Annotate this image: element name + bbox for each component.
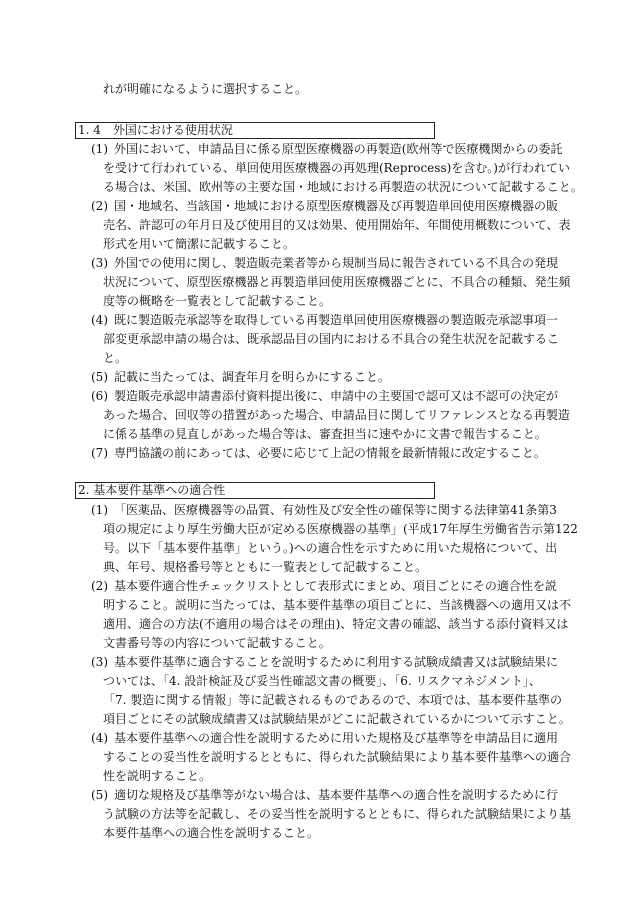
item-number: (4) [91, 731, 108, 745]
item-text: に係る基準の見直しがあった場合等は、審査担当に速やかに文書で報告すること。 [103, 427, 547, 441]
item-text: 基本要件基準への適合性を説明するために用いた規格及び基準等を申請品目に適用 [114, 731, 559, 745]
item-number: (3) [91, 256, 108, 270]
item-number: (4) [91, 313, 108, 327]
item-number: (1) [91, 503, 108, 517]
item-text: することの妥当性を説明するとともに、得られた試験結果により基本要件基準への適合 [103, 750, 572, 764]
item-text: 項目ごとにその試験成績書又は試験結果がどこに記載されているかについて示すこと。 [103, 712, 571, 726]
item-number: (5) [91, 788, 108, 802]
item-text: 国・地域名、当該国・地域における原型医療機器及び再製造単回使用医療機器の販 [114, 199, 559, 213]
item-text: あった場合、回収等の措置があった場合、申請品目に関してリファレンスとなる再製造 [103, 408, 570, 422]
item-text: 「医薬品、医療機器等の品質、有効性及び安全性の確保等に関する法律第41条第3 [114, 503, 557, 517]
item-text: 部変更承認申請の場合は、既承認品目の国内における不具合の発生状況を記載するこ [103, 332, 560, 346]
item-text: 売名、許認可の年月日及び使用目的又は効果、使用開始年、年間使用概数について、表 [103, 218, 571, 232]
item-text: 典、年号、規格番号等とともに一覧表として記載すること。 [103, 560, 428, 574]
item-text: 文書番号等の内容について記載すること。 [103, 636, 331, 650]
item-text: を受けて行われている、単回使用医療機器の再処理(Reprocess)を含む。)が行われてい [103, 161, 570, 175]
intro-continuation-text: れが明確になるように選択すること。 [103, 82, 308, 96]
item-text: 状況について、原型医療機器と再製造単回使用医療機器ごとに、不具合の種類、発生頻 [103, 275, 571, 289]
item-number: (1) [91, 142, 108, 156]
item-text: 形式を用いて簡潔に記載すること。 [103, 237, 296, 251]
item-text: と。 [103, 351, 128, 365]
section-1-4-title: 1. 4 外国における使用状況 [78, 123, 233, 137]
item-text: 基本要件適合性チェックリストとして表形式にまとめ、項目ごとにその適合性を説 [114, 579, 557, 593]
item-text: 記載に当たっては、調査年月を明らかにすること。 [114, 370, 391, 384]
item-number: (2) [91, 199, 108, 213]
item-text: 外国での使用に関し、製造販売業者等から規制当局に報告されている不具合の発現 [114, 256, 559, 270]
item-text: 本要件基準への適合性を説明すること。 [103, 826, 320, 840]
item-text: ついては、「4. 設計検証及び妥当性確認文書の概要」、「6. リスクマネジメント」、 [103, 674, 541, 688]
item-text: 既に製造販売承認等を取得している再製造単回使用医療機器の製造販売承認事項一 [114, 313, 559, 327]
item-text: 基本要件基準に適合することを説明するために利用する試験成績書又は試験結果に [114, 655, 559, 669]
item-text: 「7. 製造に関する情報」等に記載されるものであるので、本項では、基本要件基準の [103, 693, 563, 707]
item-text: 明すること。説明に当たっては、基本要件基準の項目ごとに、当該機器への適用又は不 [103, 598, 572, 612]
item-text: る場合は、米国、欧州等の主要な国・地域における再製造の状況について記載すること。 [103, 180, 583, 194]
item-number: (2) [91, 579, 108, 593]
item-text: 号。以下「基本要件基準」という。)への適合性を示すために用いた規格について、出 [103, 541, 558, 555]
section-2-title: 2. 基本要件基準への適合性 [78, 483, 226, 497]
item-text: 適切な規格及び基準等がない場合は、基本要件基準への適合性を説明するために行 [114, 788, 559, 802]
item-text: 項の規定により厚生労働大臣が定める医療機器の基準」(平成17年厚生労働省告示第122 [103, 522, 578, 536]
item-text: 適用、適合の方法(不適用の場合はその理由)、特定文書の確認、該当する添付資料又は [103, 617, 569, 631]
item-number: (3) [91, 655, 108, 669]
item-text: 性を説明すること。 [103, 769, 212, 783]
item-number: (6) [91, 389, 108, 403]
item-number: (5) [91, 370, 108, 384]
item-text: 外国において、申請品目に係る原型医療機器の再製造(欧州等で医療機関からの委託 [114, 142, 563, 156]
item-text: 度等の概略を一覧表として記載すること。 [103, 294, 332, 308]
item-text: う試験の方法等を記載し、その妥当性を説明するとともに、得られた試験結果により基 [103, 807, 572, 821]
item-text: 専門協議の前にあっては、必要に応じて上記の情報を最新情報に改定すること。 [114, 446, 546, 460]
item-text: 製造販売承認申請書添付資料提出後に、申請中の主要国で認可又は不認可の決定が [114, 389, 559, 403]
item-number: (7) [91, 446, 108, 460]
